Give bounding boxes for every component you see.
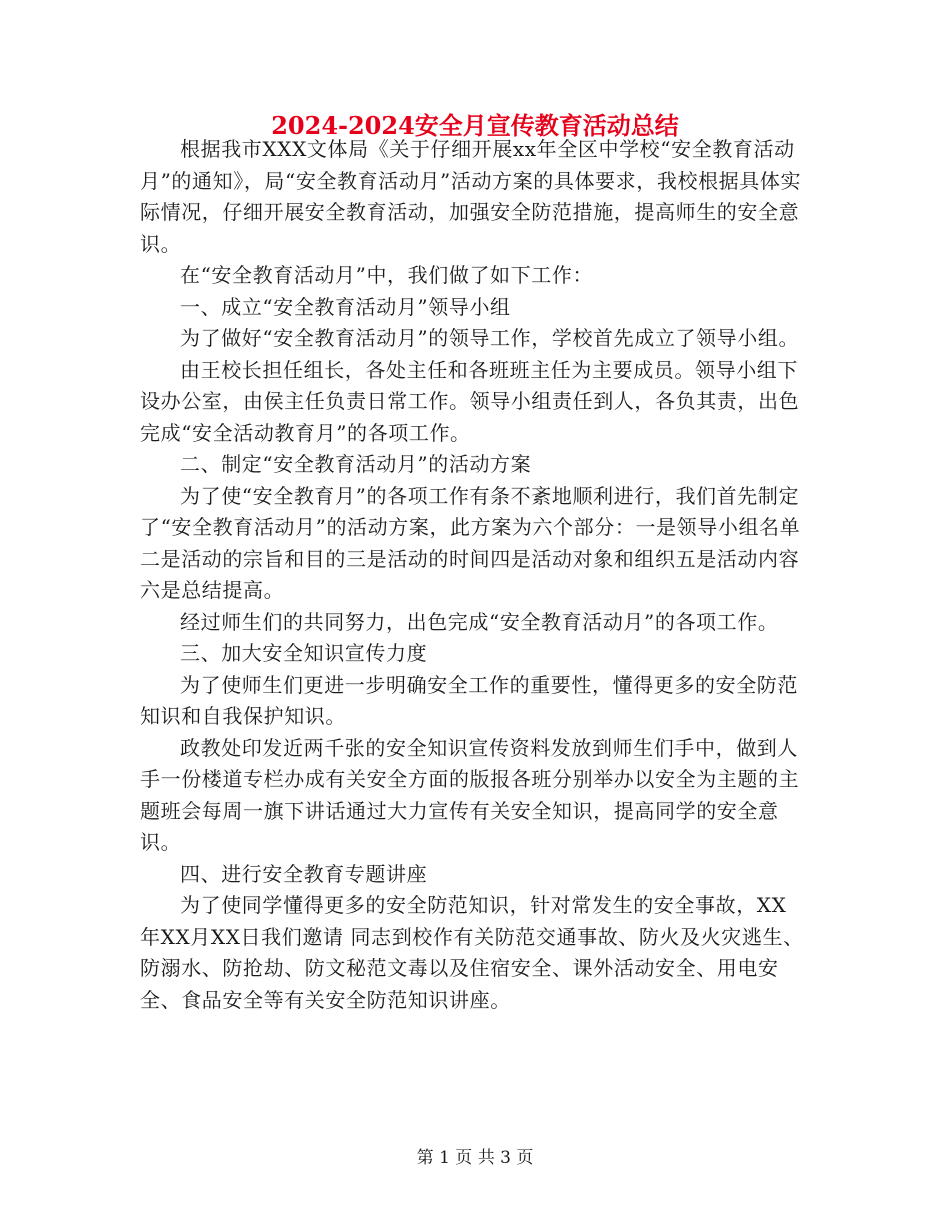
paragraph: 为了使“安全教育月”的各项工作有条不紊地顺利进行，我们首先制定了“安全教育活动月”的活动方案，此方案为六个部分：一是领导小组名单二是活动的宗旨和目的三是活动的时间四是活动对象和组织五是活动内容六是总结提高。 — [140, 483, 801, 602]
section-heading: 三、加大安全知识宣传力度 — [180, 641, 428, 665]
paragraph: 经过师生们的共同努力，出色完成“安全教育活动月”的各项工作。 — [180, 609, 779, 634]
paragraph: 根据我市XXX文体局《关于仔细开展xx年全区中学校“安全教育活动月”的通知》，局“安全教育活动月”活动方案的具体要求，我校根据具体实际情况，仔细开展安全教育活动，加强安全防范措施，提高师生的安全意识。 — [140, 137, 802, 256]
paragraph: 为了使师生们更进一步明确安全工作的重要性，懂得更多的安全防范知识和自我保护知识。 — [140, 672, 798, 728]
paragraph: 由王校长担任组长，各处主任和各班班主任为主要成员。领导小组下设办公室，由侯主任负责日常工作。领导小组责任到人，各负其责，出色完成“安全活动教育月”的各项工作。 — [140, 357, 800, 445]
section-heading: 一、成立“安全教育活动月”领导小组 — [180, 294, 511, 319]
paragraph: 为了做好“安全教育活动月”的领导工作，学校首先成立了领导小组。 — [180, 326, 800, 350]
document-title: 2024-2024安全月宣传教育活动总结 — [271, 111, 679, 140]
document-body — [140, 134, 804, 1016]
section-heading: 四、进行安全教育专题讲座 — [180, 861, 428, 886]
paragraph: 为了使同学懂得更多的安全防范知识，针对常发生的安全事故，XX年XX月XX日我们邀请 同志到校作有关防范交通事故、防火及火灾逃生、防溺水、防抢劫、防文秘范文毒以及住宿安全、课外活动安全、用电安全、食品安全等有关安全防范知识讲座。 — [140, 893, 804, 1012]
page-footer: 第 1 页 共 3 页 — [416, 1148, 534, 1168]
paragraph: 政教处印发近两千张的安全知识宣传资料发放到师生们手中，做到人手一份楼道专栏办成有关安全方面的版报各班分别举办以安全为主题的主题班会每周一旗下讲话通过大力宣传有关安全知识，提高同学的安全意识。 — [140, 735, 800, 854]
section-heading: 二、制定“安全教育活动月”的活动方案 — [180, 452, 532, 476]
paragraph: 在“安全教育活动月”中，我们做了如下工作： — [180, 263, 594, 287]
